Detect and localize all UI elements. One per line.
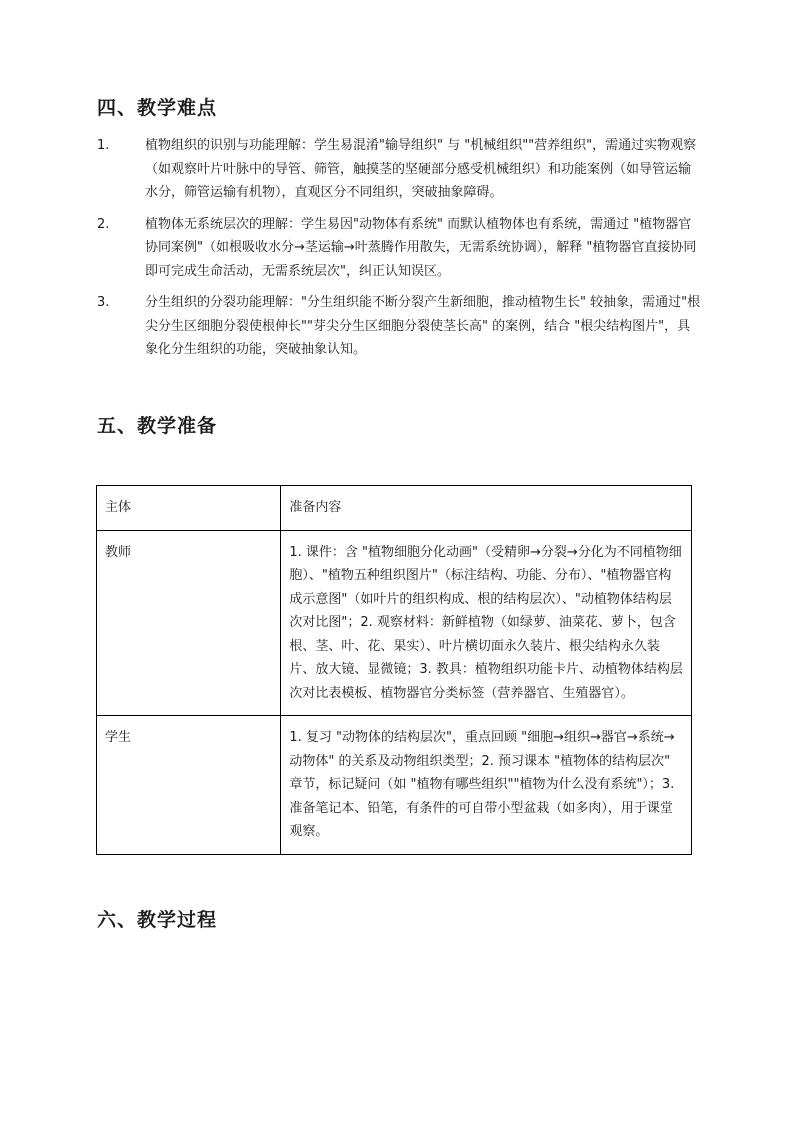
preparation-table [96, 485, 692, 855]
table-row [97, 530, 692, 716]
difficulties-list [97, 134, 702, 370]
table-cell-content: 1. 课件：含 "植物细胞分化动画"（受精卵→分裂→分化为不同植物细胞）、"植物五种组织图片"（标注结构、功能、分布）、"植物器官构成示意图"（如叶片的组织构成、根的结构层次）、"动植物体结构层次对比图"；2. 观察材料：新鲜植物（如绿萝、油菜花、萝卜，包含根、茎、叶、花、果实）、叶片横切面永久装片、根尖结构永久装片、放大镜、显微镜；3. 教具：植物组织功能卡片、动植物体结构层次对比表模板、植物器官分类标签（营养器官、生殖器官）。 [281, 530, 692, 716]
table-cell-subject: 学生 [97, 716, 281, 855]
table-header-cell: 准备内容 [281, 486, 692, 531]
table-header-row [97, 486, 692, 531]
table-cell-content: 1. 复习 "动物体的结构层次"，重点回顾 "细胞→组织→器官→系统→动物体" 的关系及动物组织类型；2. 预习课本 "植物体的结构层次" 章节，标记疑问（如 "植物有哪些组织""植物为什么没有系统"）；3. 准备笔记本、铅笔，有条件的可自带小型盆栽（如多肉），用于课堂观察。 [281, 716, 692, 855]
list-text: 植物体无系统层次的理解：学生易因"动物体有系统" 而默认植物体也有系统，需通过 "植物器官协同案例"（如根吸收水分→茎运输→叶蒸腾作用散失，无需系统协调），解释 "植物器官直接协同即可完成生命活动，无需系统层次"，纠正认知误区。 [145, 216, 697, 279]
list-number: 1. [97, 138, 110, 153]
table-cell-subject: 教师 [97, 530, 281, 716]
section-heading-process: 六、教学过程 [97, 909, 218, 931]
list-item [97, 213, 702, 284]
table-row [97, 716, 692, 855]
list-item [97, 134, 702, 205]
list-number: 3. [97, 295, 110, 310]
list-text: 分生组织的分裂功能理解："分生组织能不断分裂产生新细胞，推动植物生长" 较抽象，需通过"根尖分生区细胞分裂使根伸长""芽尖分生区细胞分裂使茎长高" 的案例，结合 "根尖结构图片"，具象化分生组织的功能，突破抽象认知。 [145, 295, 701, 357]
table-header-cell: 主体 [97, 486, 281, 531]
section-heading-preparation: 五、教学准备 [97, 415, 218, 437]
list-text: 植物组织的识别与功能理解：学生易混淆"输导组织" 与 "机械组织""营养组织"，需通过实物观察（如观察叶片叶脉中的导管、筛管，触摸茎的坚硬部分感受机械组织）和功能案例（如导管运输水分，筛管运输有机物），直观区分不同组织，突破抽象障碍。 [145, 138, 697, 200]
list-item [97, 291, 702, 362]
list-number: 2. [97, 216, 110, 232]
section-heading-difficulties: 四、教学难点 [97, 97, 218, 119]
